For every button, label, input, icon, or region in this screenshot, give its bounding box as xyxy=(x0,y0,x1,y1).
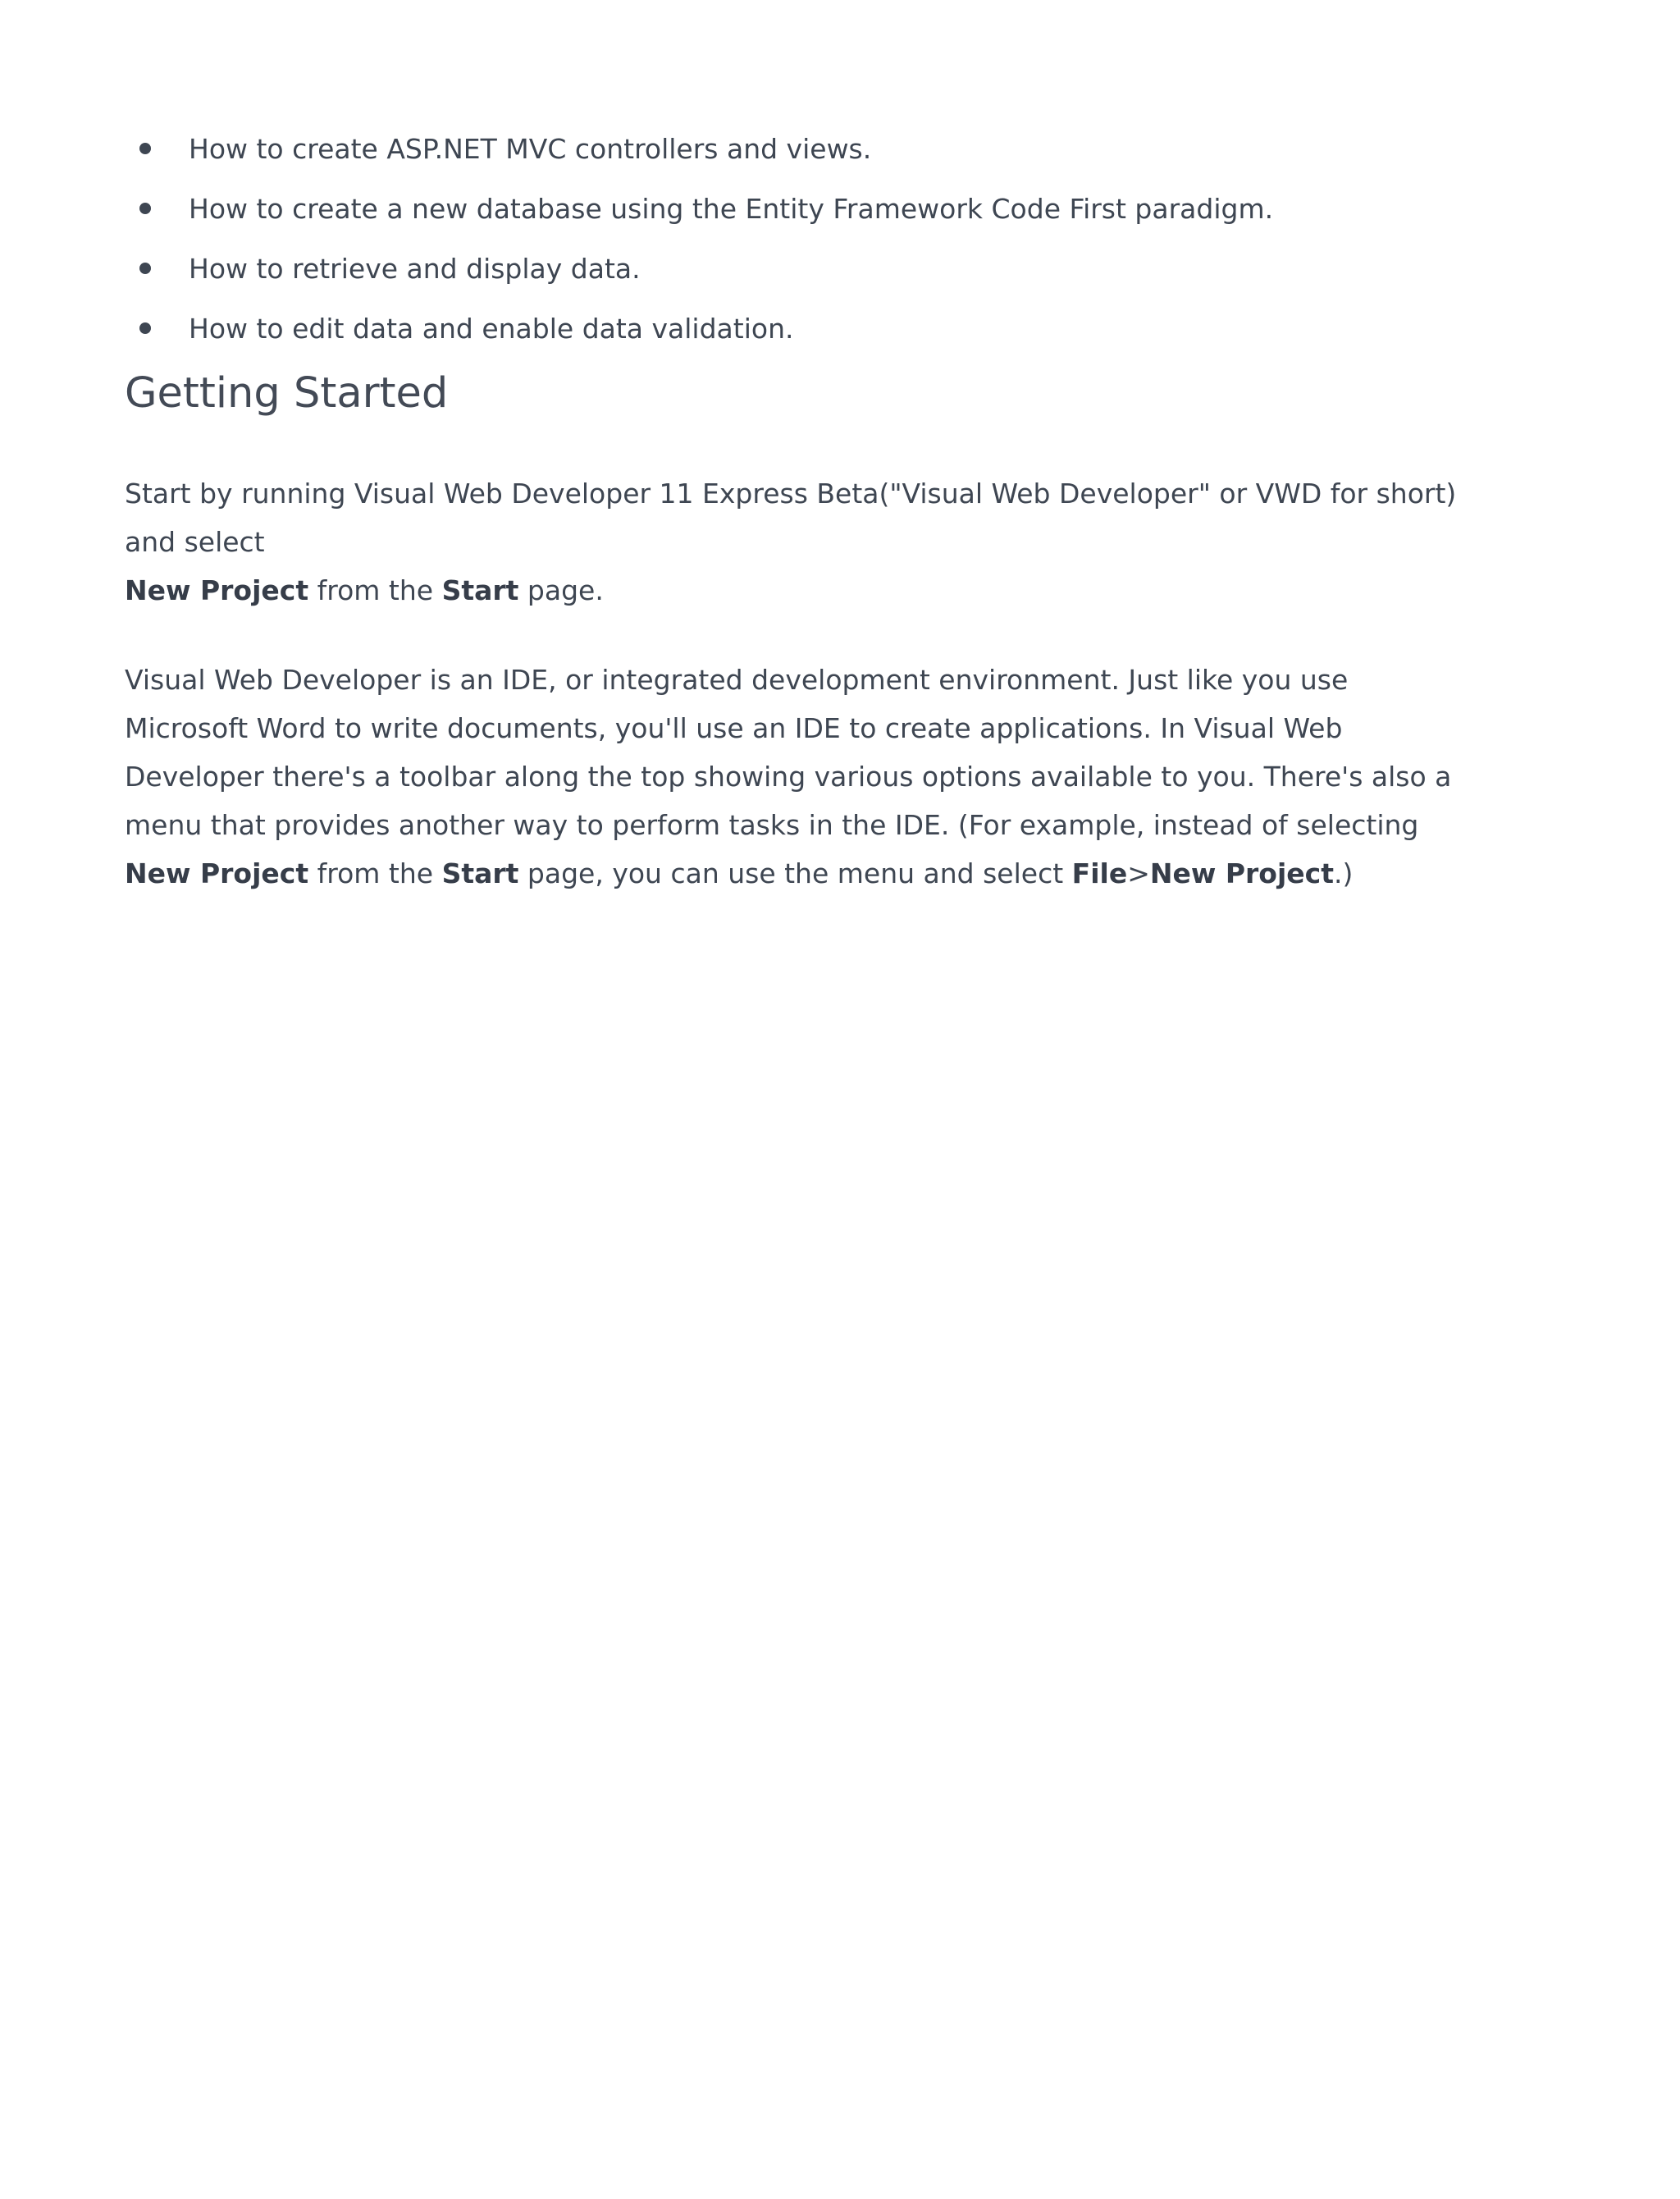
ide-paragraph xyxy=(125,656,1470,898)
bullet-icon xyxy=(139,143,151,154)
paragraph-text: from the xyxy=(308,574,442,606)
paragraph-text: page. xyxy=(518,574,604,606)
new-project-term: New Project xyxy=(125,574,309,606)
start-term: Start xyxy=(441,857,519,889)
paragraph-text: > xyxy=(1127,857,1150,889)
file-term: File xyxy=(1071,857,1128,889)
list-item xyxy=(125,251,1470,287)
objectives-list xyxy=(125,131,1470,347)
bullet-icon xyxy=(139,322,151,334)
list-item xyxy=(125,191,1470,227)
list-item-text: How to create ASP.NET MVC controllers and views. xyxy=(189,133,872,165)
document-page xyxy=(125,131,1470,898)
list-item xyxy=(125,131,1470,167)
bullet-icon xyxy=(139,263,151,274)
paragraph-text: Visual Web Developer is an IDE, or integrated development environment. Just like you use Microsoft Word to write documents, you'll use an IDE to create applications. In Visual Web Developer there's a toolbar along the top showing various options available to you. There's also a menu that provides another way to perform tasks in the IDE. (For example, instead of selecting xyxy=(125,664,1452,841)
paragraph-text: Start by running Visual Web Developer 11 Express Beta("Visual Web Developer" or VWD for short) and select xyxy=(125,478,1457,558)
section-heading: Getting Started xyxy=(125,369,449,418)
start-term: Start xyxy=(441,574,519,606)
paragraph-text: .) xyxy=(1334,857,1354,889)
list-item-text: How to retrieve and display data. xyxy=(189,253,641,285)
list-item xyxy=(125,311,1470,347)
new-project-term: New Project xyxy=(1149,857,1334,889)
bullet-icon xyxy=(139,203,151,214)
intro-paragraph xyxy=(125,469,1470,615)
new-project-term: New Project xyxy=(125,857,309,889)
list-item-text: How to edit data and enable data validation. xyxy=(189,313,794,345)
paragraph-text: from the xyxy=(308,857,442,889)
paragraph-text: page, you can use the menu and select xyxy=(518,857,1072,889)
list-item-text: How to create a new database using the Entity Framework Code First paradigm. xyxy=(189,193,1274,225)
